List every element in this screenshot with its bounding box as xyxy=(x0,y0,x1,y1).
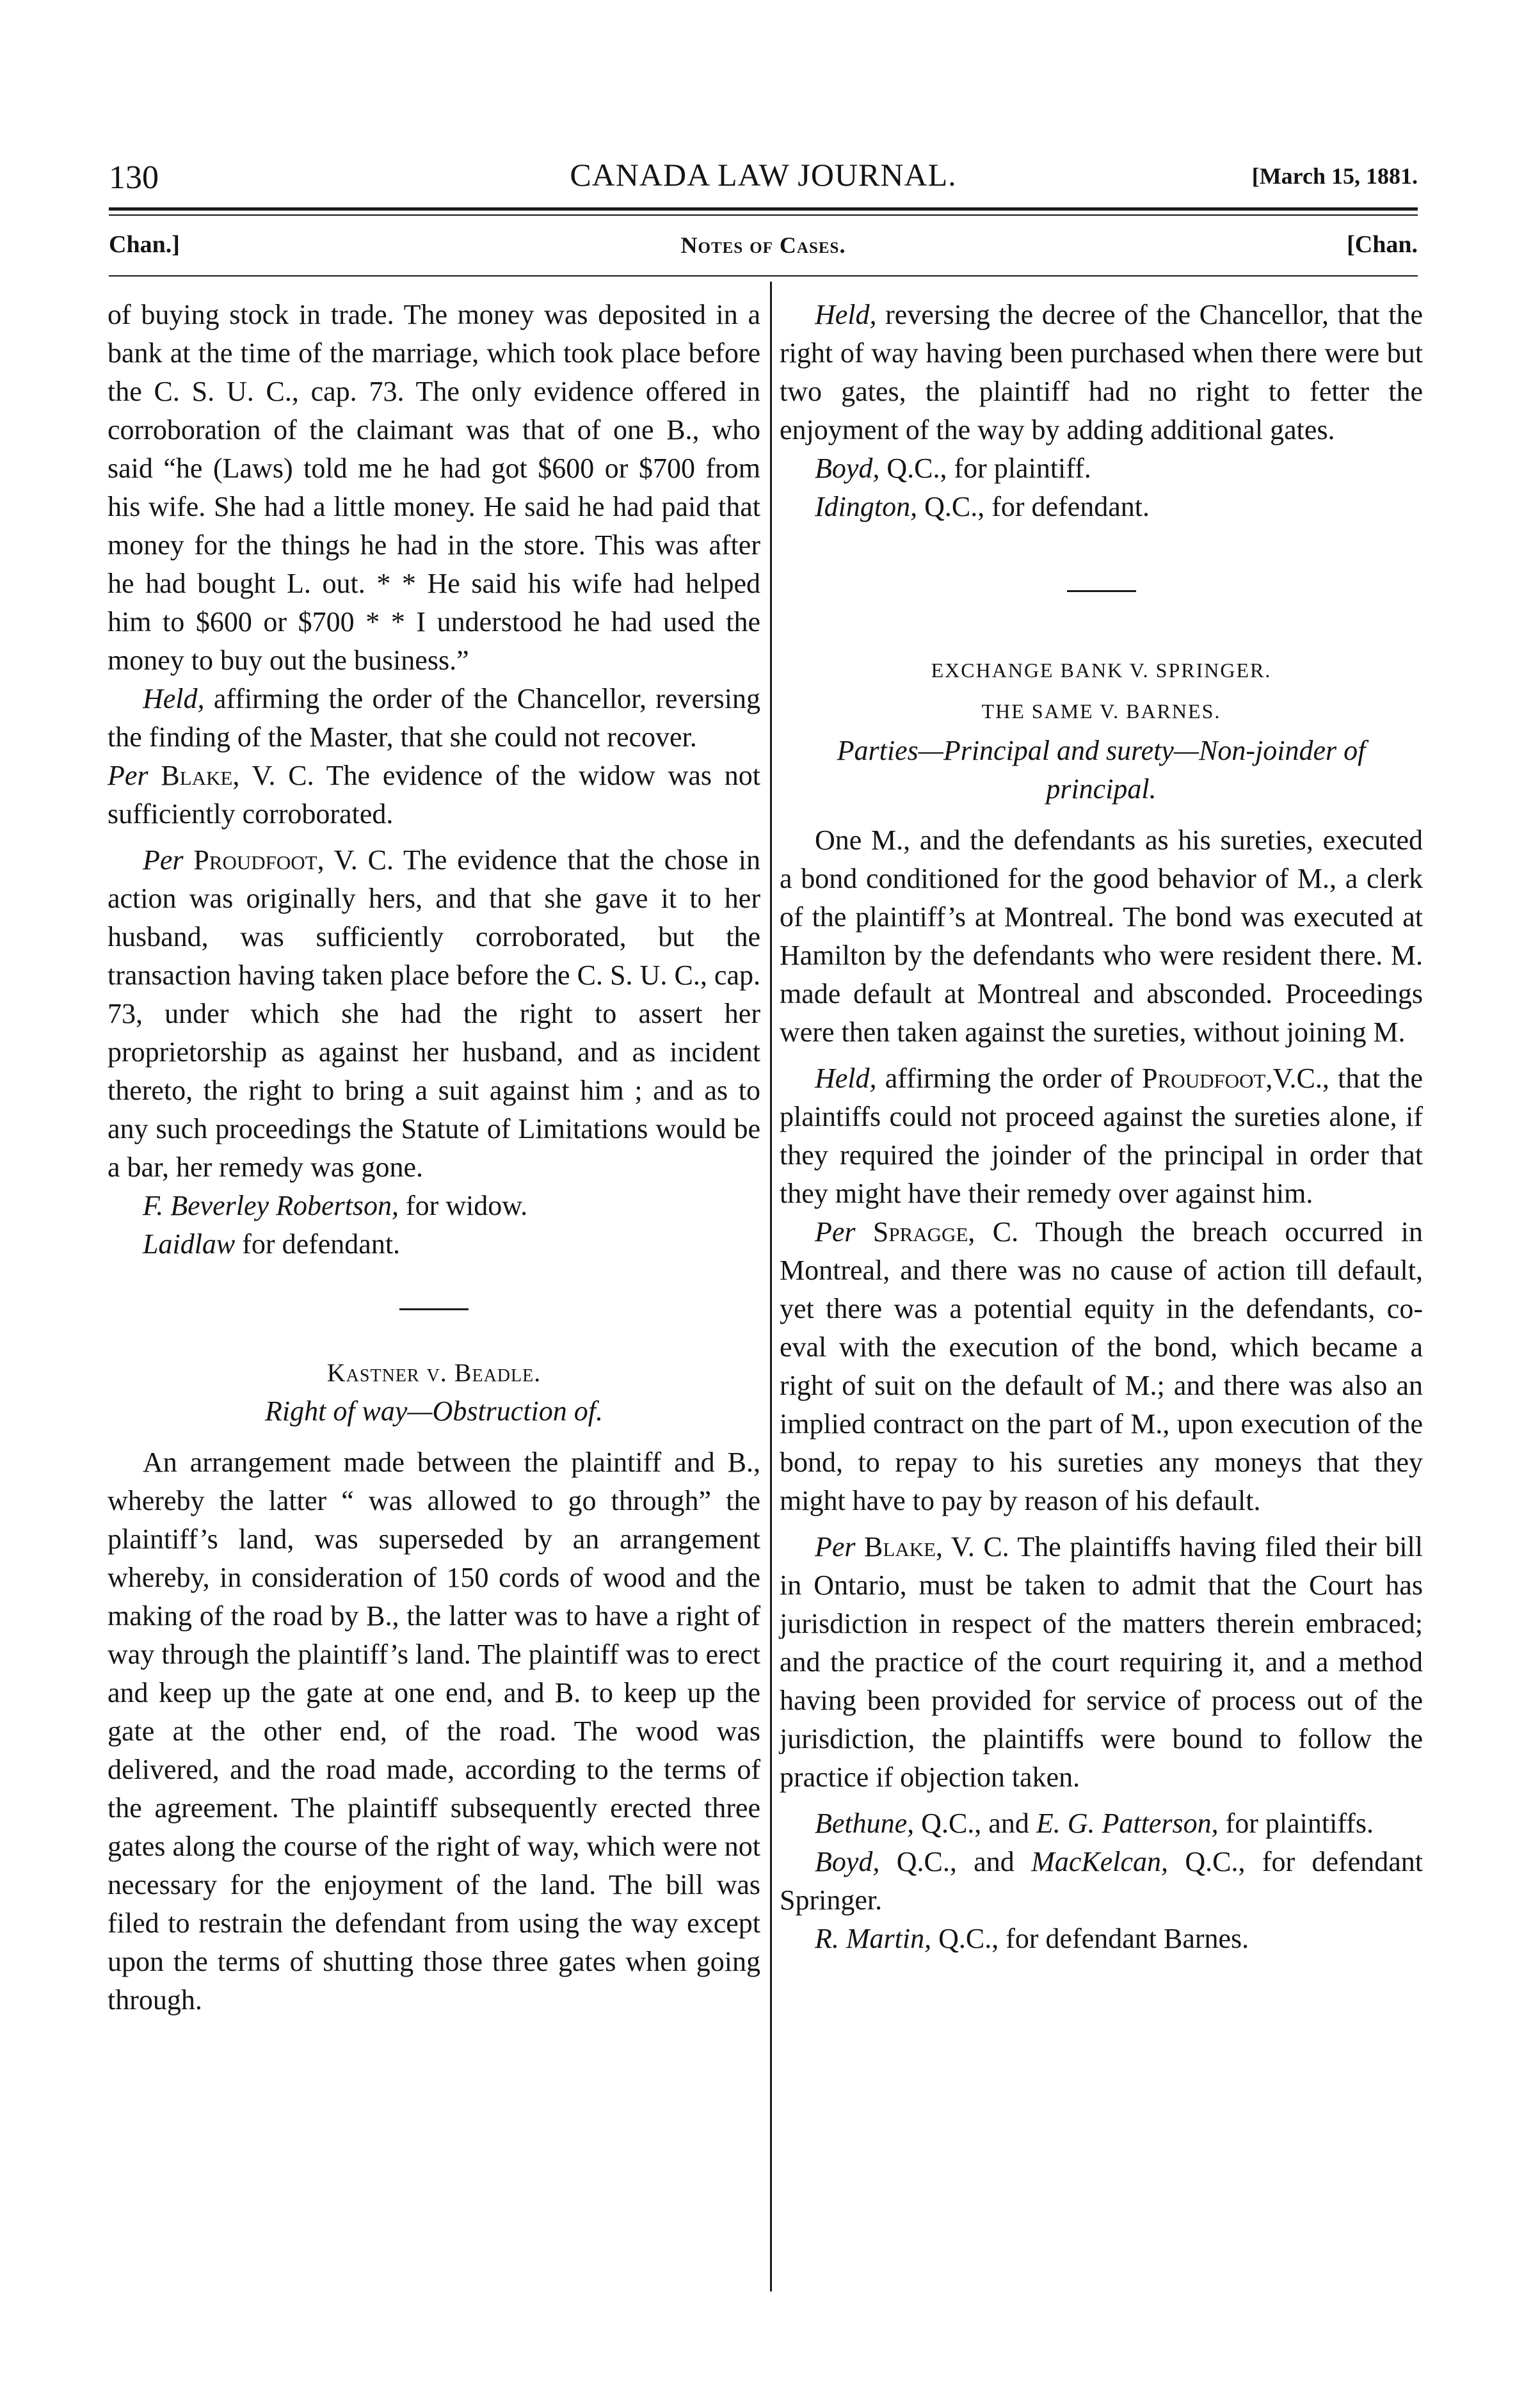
holding-paragraph xyxy=(780,296,1423,449)
counsel-name: MacKelcan, xyxy=(1031,1846,1168,1877)
held-text: affirming the order of xyxy=(876,1063,1143,1094)
held-text: affirming the order of the Chancellor, reversing the finding of the Master, that she could not recover. xyxy=(108,683,760,753)
case-subject: Parties—Principal and surety—Non-joinder of principal. xyxy=(837,735,1366,805)
section-header-rule xyxy=(109,275,1418,277)
judge-name: Blake, xyxy=(864,1531,943,1562)
header-rule-thick xyxy=(109,207,1418,211)
counsel-line xyxy=(780,1920,1423,1958)
counsel-role: for defendant. xyxy=(235,1228,401,1260)
case-title: EXCHANGE BANK V. SPRINGER. xyxy=(931,659,1272,682)
counsel-joiner: Q.C., and xyxy=(879,1846,1032,1877)
paragraph: of buying stock in trade. The money was deposited in a bank at the time of the marriage, which took place before the C. S. U. C., cap. 73. The only evidence offered in corroboration of the claimant was that of one B., who said “he (Laws) told me he had got $600 or $700 from his wife. She had a little money. He said he had paid that money for the things he had in the store. This was after he had bought L. out. * * He said his wife had helped him to $600 or $700 * * I understood he had used the money to buy out the business.” xyxy=(108,299,760,676)
per-label: Per xyxy=(143,844,184,876)
counsel-name: Boyd, xyxy=(815,453,880,484)
counsel-joiner: Q.C., and xyxy=(914,1808,1036,1839)
opinion-text: V. C. The evidence of the widow was not sufficiently corroborated. xyxy=(108,760,761,830)
held-label: Held, xyxy=(815,1063,877,1094)
right-column xyxy=(780,296,1423,1958)
counsel-name: F. Beverley Robertson, xyxy=(143,1190,399,1221)
court-left: Chan.] xyxy=(109,231,180,258)
left-column xyxy=(108,296,760,2019)
case-separator xyxy=(1067,590,1136,592)
opinion-text: V. C. The evidence that the chose in action was originally hers, and that she gave it to her husband, was sufficiently corroborated, but the transaction having taken place before the C. S. U. C., cap. 73, under which she had the right to assert her proprietorship as against her husband, and as incident thereto, the right to bring a suit against him ; and as to any such proceedings the Statute of Limitations would be a bar, her remedy was gone. xyxy=(108,844,760,1183)
per-label: Per xyxy=(815,1216,856,1248)
counsel-name: Idington, xyxy=(815,491,918,522)
judge-opinion xyxy=(780,1528,1423,1797)
counsel-role: for widow. xyxy=(398,1190,528,1221)
column-divider xyxy=(770,282,772,2292)
section-header xyxy=(109,230,1418,269)
counsel-line xyxy=(780,449,1423,488)
section-title: Notes of Cases. xyxy=(680,232,846,258)
counsel-name: Bethune, xyxy=(815,1808,915,1839)
journal-title: CANADA LAW JOURNAL. xyxy=(570,157,957,193)
header-rule-thin xyxy=(109,214,1418,216)
counsel-line xyxy=(780,1804,1423,1843)
per-label: Per xyxy=(815,1531,856,1562)
judge-opinion xyxy=(108,841,760,1187)
counsel-role: for plaintiffs. xyxy=(1218,1808,1374,1839)
judge-name: Spragge, xyxy=(872,1216,975,1248)
paragraph: An arrangement made between the plaintiff and B., whereby the latter “ was allowed to go through” the plaintiff’s land, was superseded by an arrangement whereby, in consideration of 150 cords of wood and the making of the road by B., the latter was to have a right of way through the plaintiff’s land. The plaintiff was to erect and keep up the gate at one end, and B. to keep up the gate at the other end, of the road. The wood was delivered, and the road made, according to the terms of the agreement. The plaintiff subsequently erected three gates along the course of the right of way, which were not necessary for the enjoyment of the land. The bill was filed to restrain the defendant from using the way except upon the terms of shutting those three gates when going through. xyxy=(108,1447,760,2016)
held-text: reversing the decree of the Chancellor, that the right of way having been purchased when there were but two gates, the plaintiff had no right to fetter the enjoyment of the way by adding additional gates. xyxy=(780,299,1423,445)
held-label: Held, xyxy=(815,299,877,330)
case-subject: Right of way—Obstruction of. xyxy=(265,1395,603,1427)
paragraph: One M., and the defendants as his sureties, executed a bond conditioned for the good behavior of M., a clerk of the plaintiff’s at Montreal. The bond was executed at Hamilton by the defendants who were resident there. M. made default at Montreal and absconded. Proceedings were then taken against the sureties, without joining M. xyxy=(780,824,1423,1048)
counsel-name: E. G. Patterson, xyxy=(1036,1808,1219,1839)
judge-opinion xyxy=(108,757,760,833)
holding-paragraph xyxy=(108,680,760,757)
case-title: Kastner v. Beadle. xyxy=(326,1358,541,1387)
page-number: 130 xyxy=(109,159,159,196)
judge-name: Proudfoot, xyxy=(1142,1063,1273,1094)
counsel-line xyxy=(108,1225,760,1264)
court-right: [Chan. xyxy=(1347,231,1418,258)
counsel-role: Q.C., for defendant. xyxy=(917,491,1150,522)
opinion-text: V. C. The plaintiffs having filed their bill in Ontario, must be taken to admit that the Court has jurisdiction in respect of the matters therein embraced; and the practice of the court requiring it, and a method having been provided for service of process out of the jurisdiction, the plaintiffs were bound to follow the practice if objection taken. xyxy=(780,1531,1423,1793)
case-separator xyxy=(399,1308,469,1310)
counsel-line xyxy=(108,1187,760,1225)
counsel-line xyxy=(780,1843,1423,1920)
judge-name: Proudfoot, xyxy=(193,844,325,876)
running-header xyxy=(109,154,1418,205)
counsel-name: Boyd, xyxy=(815,1846,880,1877)
opinion-text: C. Though the breach occurred in Montreal, and there was no cause of action till default, yet there was a potential equity in the defendants, co-eval with the execution of the bond, which became a right of suit on the default of M.; and there was also an implied contract on the part of M., upon execution of the bond, to repay to his sureties any moneys that they might have to pay by reason of his default. xyxy=(780,1216,1424,1516)
per-label: Per xyxy=(108,760,148,791)
counsel-role: Q.C., for plaintiff. xyxy=(879,453,1091,484)
held-label: Held, xyxy=(143,683,205,714)
counsel-line xyxy=(780,488,1423,526)
counsel-name: R. Martin, xyxy=(815,1923,932,1954)
counsel-role: Q.C., for defendant Barnes. xyxy=(931,1923,1249,1954)
judge-name: Blake, xyxy=(161,760,240,791)
case-title-secondary: THE SAME V. BARNES. xyxy=(981,700,1221,723)
issue-date: [March 15, 1881. xyxy=(1251,163,1418,189)
holding-paragraph xyxy=(780,1059,1423,1213)
counsel-name: Laidlaw xyxy=(143,1228,236,1260)
counsel-role: Q.C., for defendant Springer. xyxy=(780,1846,1423,1916)
judge-opinion xyxy=(780,1213,1423,1520)
held-text: V.C., that the plaintiffs could not proceed against the sureties alone, if they required the joinder of the principal in order that they might have their remedy over against him. xyxy=(780,1063,1424,1209)
